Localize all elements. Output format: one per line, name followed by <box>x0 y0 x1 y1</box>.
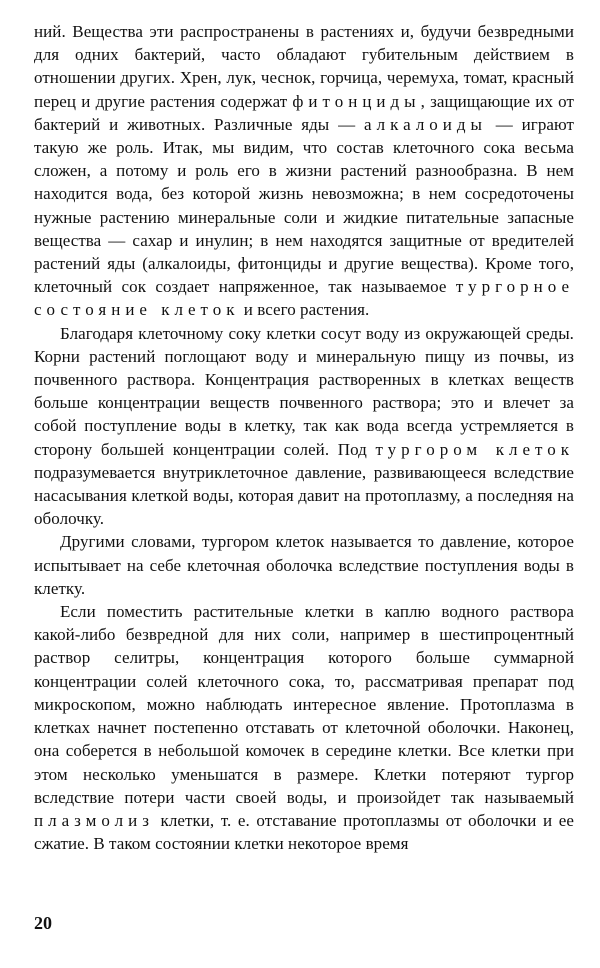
page-text-block <box>34 20 574 855</box>
text-run: и всего растения. <box>239 300 370 320</box>
spaced-term: тургорное состояние клеток <box>34 277 574 320</box>
spaced-term: алкалоиды <box>363 114 487 134</box>
text-run: ний. Вещества эти распространены в растениях и, будучи безвредными для одних бактерий, часто обладают губительным действием в отношении других. Хрен, лук, чеснок, горчица, черемуха, томат, красный перец и другие растения содержат <box>34 22 574 111</box>
text-run: подразумевается внутриклеточное давление, развивающееся вследствие насасывания клеткой воды, которая давит на протоплазму, а последняя на оболочку. <box>34 462 574 529</box>
text-run: , защищающие их от бактерий и животных. Различные яды — <box>34 91 574 134</box>
text-run: Благодаря клеточному соку клетки сосут воду из окружающей среды. Корни растений поглощают воду и минеральную пищу из почвы, из почвенного раствора. Концентрация растворенных в клетках веществ больше концентрации веществ почвенного раствора; это и влечет за собой поступление воды в клетку, так как вода всегда устремляется в сторону большей концентрации солей. Под <box>34 323 574 459</box>
text-run: клетки, т. е. отставание протоплазмы от оболочки и ее сжатие. В таком состоянии клетки некоторое время <box>34 810 574 854</box>
text-run: Другими словами, тургором клеток называется то давление, которое испытывает на себе клеточная оболочка вследствие поступления воды в клетку. <box>34 532 574 598</box>
text-run: — играют такую же роль. Итак, мы видим, что состав клеточного сока весьма сложен, а потому и роль его в жизни растений разнообразна. В нем находится вода, без которой жизнь невозможна; в нем сосредоточены нужные растению минеральные соли и жидкие питательные запасные вещества — сахар и инулин; в нем находятся защитные от вредителей растений яды (алкалоиды, фитонциды и другие вещества). Кроме того, клеточный сок создает напряженное, так называемое <box>34 114 574 297</box>
spaced-term: плазмолиз <box>34 810 154 830</box>
paragraph <box>34 322 574 531</box>
page-number: 20 <box>34 913 52 933</box>
paragraph <box>34 20 574 322</box>
text-run: Если поместить растительные клетки в каплю водного раствора какой-либо безвредной для них соли, например в шестипроцентный раствор селитры, концентрация которого больше суммарной концентрации солей клеточного сока, то, рассматривая препарат под микроскопом, можно наблюдать интересное явление. Протоплазма в клетках начнет постепенно отставать от клеточной оболочки. Наконец, она соберется в небольшой комочек в середине клетки. Все клетки при этом несколько уменьшатся в размере. Клетки потеряют тургор вследствие потери части своей воды, и произойдет так называемый <box>34 602 574 807</box>
spaced-term: тургором клеток <box>375 439 574 459</box>
paragraph <box>34 600 574 855</box>
paragraph <box>34 530 574 600</box>
spaced-term: фитонциды <box>292 91 421 111</box>
